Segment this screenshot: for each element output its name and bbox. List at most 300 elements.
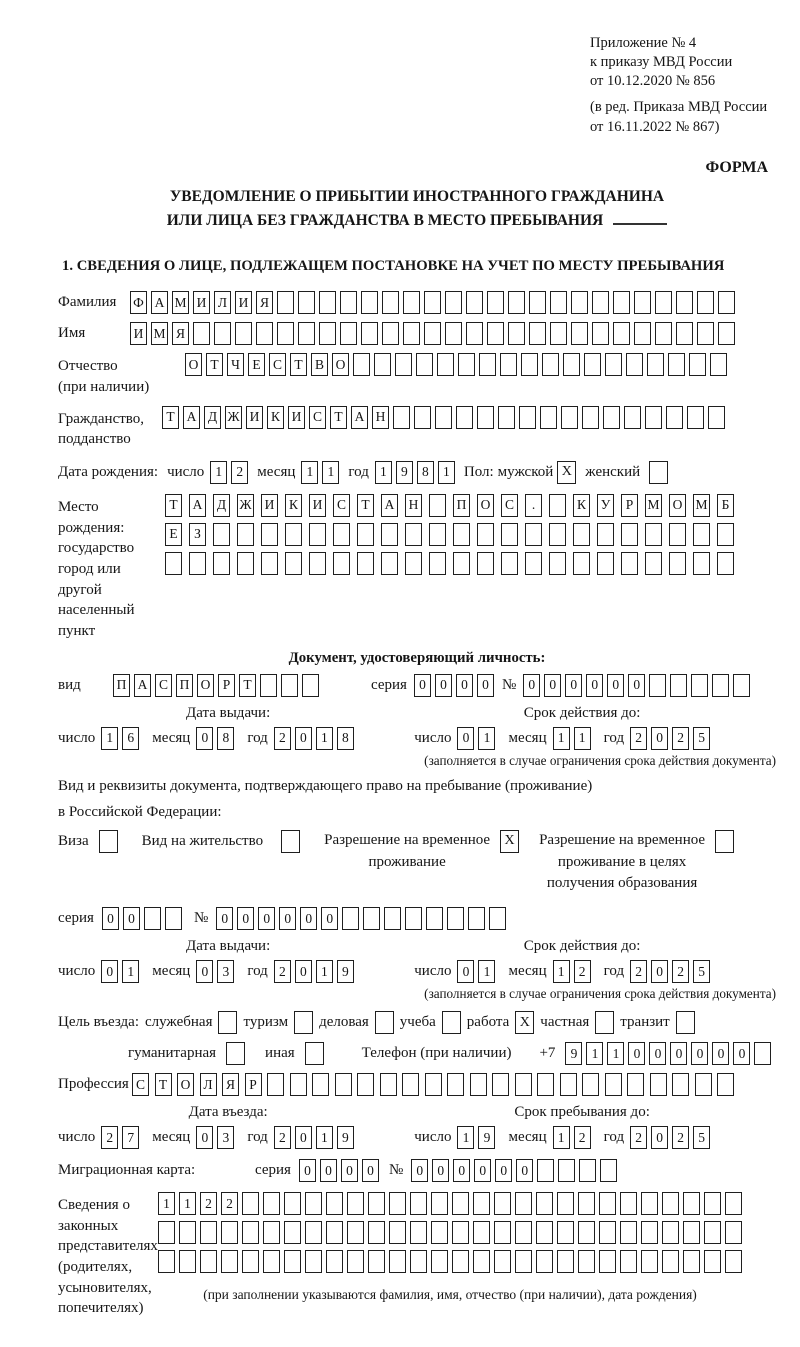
char-cell[interactable]: Т (290, 353, 307, 376)
char-cell[interactable] (695, 1073, 712, 1096)
char-cell[interactable]: 0 (341, 1159, 358, 1182)
char-cell[interactable] (389, 1192, 406, 1215)
char-cell[interactable]: 1 (478, 960, 495, 983)
char-cell[interactable]: И (193, 291, 210, 314)
char-cell[interactable]: М (172, 291, 189, 314)
char-cell[interactable]: 0 (279, 907, 296, 930)
char-cell[interactable] (347, 1221, 364, 1244)
char-cell[interactable] (670, 674, 687, 697)
char-cell[interactable]: 8 (217, 727, 234, 750)
char-cell[interactable]: 0 (691, 1042, 708, 1065)
char-cell[interactable] (693, 523, 710, 546)
char-cell[interactable] (284, 1221, 301, 1244)
char-cell[interactable] (536, 1221, 553, 1244)
char-cell[interactable] (529, 291, 546, 314)
char-cell[interactable] (261, 523, 278, 546)
char-cell[interactable] (290, 1073, 307, 1096)
char-cell[interactable]: А (134, 674, 151, 697)
char-cell[interactable]: 1 (478, 727, 495, 750)
char-cell[interactable]: 0 (216, 907, 233, 930)
char-cell[interactable] (672, 1073, 689, 1096)
char-cell[interactable] (558, 1159, 575, 1182)
char-cell[interactable]: О (477, 494, 494, 517)
char-cell[interactable] (382, 322, 399, 345)
char-cell[interactable] (536, 1192, 553, 1215)
char-cell[interactable] (410, 1250, 427, 1273)
char-cell[interactable] (573, 523, 590, 546)
char-cell[interactable] (382, 291, 399, 314)
char-cell[interactable] (237, 552, 254, 575)
char-cell[interactable] (668, 353, 685, 376)
char-cell[interactable]: 0 (320, 1159, 337, 1182)
char-cell[interactable] (466, 322, 483, 345)
char-cell[interactable] (435, 406, 452, 429)
char-cell[interactable]: 5 (693, 727, 710, 750)
char-cell[interactable] (189, 552, 206, 575)
char-cell[interactable] (267, 1073, 284, 1096)
char-cell[interactable]: 0 (196, 727, 213, 750)
char-cell[interactable]: 9 (337, 1126, 354, 1149)
char-cell[interactable] (641, 1221, 658, 1244)
char-cell[interactable] (613, 291, 630, 314)
char-cell[interactable] (326, 1221, 343, 1244)
char-cell[interactable]: 2 (274, 1126, 291, 1149)
rvp-edu-checkbox[interactable] (715, 830, 734, 853)
char-cell[interactable]: 1 (586, 1042, 603, 1065)
char-cell[interactable] (697, 291, 714, 314)
char-cell[interactable] (429, 552, 446, 575)
char-cell[interactable]: К (573, 494, 590, 517)
char-cell[interactable] (666, 406, 683, 429)
char-cell[interactable] (621, 523, 638, 546)
char-cell[interactable] (662, 1192, 679, 1215)
char-cell[interactable]: 2 (200, 1192, 217, 1215)
char-cell[interactable] (634, 291, 651, 314)
char-cell[interactable]: 0 (670, 1042, 687, 1065)
char-cell[interactable]: С (155, 674, 172, 697)
char-cell[interactable] (494, 1192, 511, 1215)
char-cell[interactable] (605, 1073, 622, 1096)
char-cell[interactable] (676, 291, 693, 314)
char-cell[interactable] (549, 552, 566, 575)
char-cell[interactable] (515, 1192, 532, 1215)
char-cell[interactable] (634, 322, 651, 345)
char-cell[interactable]: И (246, 406, 263, 429)
char-cell[interactable] (501, 523, 518, 546)
char-cell[interactable] (368, 1192, 385, 1215)
char-cell[interactable] (368, 1250, 385, 1273)
char-cell[interactable] (477, 552, 494, 575)
char-cell[interactable] (261, 552, 278, 575)
char-cell[interactable]: Е (248, 353, 265, 376)
char-cell[interactable]: 0 (651, 960, 668, 983)
char-cell[interactable] (549, 523, 566, 546)
char-cell[interactable]: Т (155, 1073, 172, 1096)
char-cell[interactable] (256, 322, 273, 345)
char-cell[interactable] (214, 322, 231, 345)
char-cell[interactable]: 0 (123, 907, 140, 930)
char-cell[interactable]: 1 (316, 727, 333, 750)
char-cell[interactable] (550, 322, 567, 345)
char-cell[interactable]: 0 (453, 1159, 470, 1182)
char-cell[interactable] (347, 1192, 364, 1215)
char-cell[interactable] (571, 291, 588, 314)
char-cell[interactable]: И (235, 291, 252, 314)
char-cell[interactable] (221, 1221, 238, 1244)
char-cell[interactable] (340, 291, 357, 314)
char-cell[interactable] (687, 406, 704, 429)
char-cell[interactable]: 1 (122, 960, 139, 983)
char-cell[interactable] (466, 291, 483, 314)
char-cell[interactable]: 5 (693, 1126, 710, 1149)
char-cell[interactable]: Л (200, 1073, 217, 1096)
char-cell[interactable]: Ф (130, 291, 147, 314)
rvp-checkbox[interactable]: X (500, 830, 519, 853)
char-cell[interactable] (263, 1250, 280, 1273)
char-cell[interactable] (754, 1042, 771, 1065)
char-cell[interactable] (333, 523, 350, 546)
char-cell[interactable]: 7 (122, 1126, 139, 1149)
char-cell[interactable] (571, 322, 588, 345)
char-cell[interactable]: С (269, 353, 286, 376)
char-cell[interactable]: 1 (553, 960, 570, 983)
char-cell[interactable]: И (288, 406, 305, 429)
char-cell[interactable] (645, 523, 662, 546)
char-cell[interactable] (560, 1073, 577, 1096)
char-cell[interactable] (655, 291, 672, 314)
char-cell[interactable]: 0 (456, 674, 473, 697)
char-cell[interactable] (260, 674, 277, 697)
char-cell[interactable] (683, 1221, 700, 1244)
char-cell[interactable]: О (177, 1073, 194, 1096)
char-cell[interactable] (473, 1250, 490, 1273)
char-cell[interactable] (277, 322, 294, 345)
char-cell[interactable] (557, 1250, 574, 1273)
char-cell[interactable] (676, 322, 693, 345)
char-cell[interactable] (298, 322, 315, 345)
char-cell[interactable]: 5 (693, 960, 710, 983)
char-cell[interactable] (597, 552, 614, 575)
char-cell[interactable] (453, 523, 470, 546)
char-cell[interactable] (655, 322, 672, 345)
char-cell[interactable]: 3 (217, 1126, 234, 1149)
char-cell[interactable] (393, 406, 410, 429)
char-cell[interactable] (326, 1250, 343, 1273)
char-cell[interactable] (620, 1221, 637, 1244)
female-checkbox[interactable] (649, 461, 668, 484)
char-cell[interactable] (620, 1192, 637, 1215)
char-cell[interactable] (683, 1192, 700, 1215)
char-cell[interactable]: Я (222, 1073, 239, 1096)
char-cell[interactable]: 2 (630, 1126, 647, 1149)
char-cell[interactable]: 1 (101, 727, 118, 750)
char-cell[interactable] (395, 353, 412, 376)
char-cell[interactable]: М (693, 494, 710, 517)
char-cell[interactable]: 0 (565, 674, 582, 697)
char-cell[interactable] (405, 907, 422, 930)
char-cell[interactable]: 2 (672, 1126, 689, 1149)
char-cell[interactable] (540, 406, 557, 429)
char-cell[interactable] (470, 1073, 487, 1096)
char-cell[interactable]: О (669, 494, 686, 517)
char-cell[interactable] (473, 1192, 490, 1215)
char-cell[interactable]: Н (405, 494, 422, 517)
char-cell[interactable]: 0 (516, 1159, 533, 1182)
char-cell[interactable]: 0 (544, 674, 561, 697)
char-cell[interactable]: 1 (322, 461, 339, 484)
char-cell[interactable] (342, 907, 359, 930)
char-cell[interactable] (487, 291, 504, 314)
char-cell[interactable] (582, 1073, 599, 1096)
char-cell[interactable] (549, 494, 566, 517)
char-cell[interactable] (573, 552, 590, 575)
char-cell[interactable] (242, 1221, 259, 1244)
visa-checkbox[interactable] (99, 830, 118, 853)
char-cell[interactable]: В (311, 353, 328, 376)
char-cell[interactable] (733, 674, 750, 697)
char-cell[interactable]: Т (357, 494, 374, 517)
char-cell[interactable] (424, 291, 441, 314)
char-cell[interactable] (429, 523, 446, 546)
char-cell[interactable]: Н (372, 406, 389, 429)
char-cell[interactable] (426, 907, 443, 930)
char-cell[interactable] (473, 1221, 490, 1244)
char-cell[interactable] (200, 1250, 217, 1273)
char-cell[interactable]: 0 (651, 1126, 668, 1149)
char-cell[interactable] (592, 291, 609, 314)
char-cell[interactable] (725, 1221, 742, 1244)
char-cell[interactable] (557, 1221, 574, 1244)
char-cell[interactable] (662, 1250, 679, 1273)
char-cell[interactable] (578, 1250, 595, 1273)
char-cell[interactable] (368, 1221, 385, 1244)
char-cell[interactable]: С (132, 1073, 149, 1096)
char-cell[interactable]: 1 (438, 461, 455, 484)
char-cell[interactable] (389, 1250, 406, 1273)
char-cell[interactable] (525, 523, 542, 546)
char-cell[interactable]: 2 (574, 960, 591, 983)
char-cell[interactable] (452, 1221, 469, 1244)
char-cell[interactable]: 1 (574, 727, 591, 750)
char-cell[interactable]: 0 (321, 907, 338, 930)
purpose-rabota-checkbox[interactable]: X (515, 1011, 534, 1034)
char-cell[interactable]: 0 (432, 1159, 449, 1182)
char-cell[interactable]: И (130, 322, 147, 345)
char-cell[interactable]: 3 (217, 960, 234, 983)
char-cell[interactable] (515, 1073, 532, 1096)
char-cell[interactable] (429, 494, 446, 517)
char-cell[interactable]: 0 (295, 1126, 312, 1149)
char-cell[interactable] (582, 406, 599, 429)
char-cell[interactable] (683, 1250, 700, 1273)
char-cell[interactable] (353, 353, 370, 376)
char-cell[interactable] (669, 552, 686, 575)
char-cell[interactable] (431, 1250, 448, 1273)
char-cell[interactable] (158, 1221, 175, 1244)
char-cell[interactable]: 6 (122, 727, 139, 750)
char-cell[interactable]: 1 (316, 1126, 333, 1149)
char-cell[interactable] (340, 322, 357, 345)
char-cell[interactable]: 0 (435, 674, 452, 697)
char-cell[interactable] (285, 523, 302, 546)
char-cell[interactable] (468, 907, 485, 930)
char-cell[interactable]: Д (213, 494, 230, 517)
char-cell[interactable]: 2 (672, 960, 689, 983)
char-cell[interactable]: 0 (651, 727, 668, 750)
purpose-delovaya-checkbox[interactable] (375, 1011, 394, 1034)
purpose-tranzit-checkbox[interactable] (676, 1011, 695, 1034)
char-cell[interactable] (309, 523, 326, 546)
char-cell[interactable] (624, 406, 641, 429)
char-cell[interactable]: Я (172, 322, 189, 345)
char-cell[interactable] (613, 322, 630, 345)
char-cell[interactable]: 2 (274, 727, 291, 750)
char-cell[interactable] (416, 353, 433, 376)
char-cell[interactable] (529, 322, 546, 345)
char-cell[interactable]: 2 (630, 960, 647, 983)
char-cell[interactable] (380, 1073, 397, 1096)
char-cell[interactable]: У (597, 494, 614, 517)
char-cell[interactable] (579, 1159, 596, 1182)
char-cell[interactable] (550, 291, 567, 314)
char-cell[interactable] (333, 552, 350, 575)
char-cell[interactable]: 0 (733, 1042, 750, 1065)
char-cell[interactable] (620, 1250, 637, 1273)
char-cell[interactable] (414, 406, 431, 429)
char-cell[interactable] (263, 1221, 280, 1244)
char-cell[interactable] (237, 523, 254, 546)
char-cell[interactable] (627, 1073, 644, 1096)
char-cell[interactable] (650, 1073, 667, 1096)
char-cell[interactable] (405, 523, 422, 546)
char-cell[interactable] (717, 523, 734, 546)
purpose-inaya-checkbox[interactable] (305, 1042, 324, 1065)
char-cell[interactable] (626, 353, 643, 376)
char-cell[interactable]: 0 (607, 674, 624, 697)
char-cell[interactable]: 0 (628, 674, 645, 697)
char-cell[interactable]: 2 (630, 727, 647, 750)
char-cell[interactable]: 0 (414, 674, 431, 697)
char-cell[interactable] (494, 1221, 511, 1244)
char-cell[interactable] (319, 291, 336, 314)
char-cell[interactable] (179, 1250, 196, 1273)
char-cell[interactable] (165, 907, 182, 930)
char-cell[interactable] (710, 353, 727, 376)
char-cell[interactable] (319, 322, 336, 345)
char-cell[interactable] (697, 322, 714, 345)
char-cell[interactable]: 9 (478, 1126, 495, 1149)
char-cell[interactable] (641, 1192, 658, 1215)
char-cell[interactable] (374, 353, 391, 376)
char-cell[interactable]: З (189, 523, 206, 546)
char-cell[interactable]: 0 (712, 1042, 729, 1065)
char-cell[interactable] (447, 1073, 464, 1096)
char-cell[interactable] (725, 1192, 742, 1215)
char-cell[interactable] (537, 1159, 554, 1182)
char-cell[interactable] (487, 322, 504, 345)
char-cell[interactable] (357, 1073, 374, 1096)
char-cell[interactable] (592, 322, 609, 345)
char-cell[interactable]: О (197, 674, 214, 697)
char-cell[interactable] (445, 322, 462, 345)
char-cell[interactable]: Т (162, 406, 179, 429)
char-cell[interactable] (645, 552, 662, 575)
char-cell[interactable]: П (453, 494, 470, 517)
char-cell[interactable]: 1 (553, 1126, 570, 1149)
char-cell[interactable] (508, 291, 525, 314)
char-cell[interactable] (712, 674, 729, 697)
char-cell[interactable]: Р (218, 674, 235, 697)
char-cell[interactable]: Е (165, 523, 182, 546)
char-cell[interactable]: М (151, 322, 168, 345)
char-cell[interactable] (437, 353, 454, 376)
char-cell[interactable] (452, 1192, 469, 1215)
char-cell[interactable] (158, 1250, 175, 1273)
char-cell[interactable] (489, 907, 506, 930)
char-cell[interactable] (453, 552, 470, 575)
char-cell[interactable] (600, 1159, 617, 1182)
char-cell[interactable] (179, 1221, 196, 1244)
char-cell[interactable] (302, 674, 319, 697)
char-cell[interactable] (519, 406, 536, 429)
char-cell[interactable]: 0 (299, 1159, 316, 1182)
char-cell[interactable] (561, 406, 578, 429)
char-cell[interactable] (693, 552, 710, 575)
char-cell[interactable] (200, 1221, 217, 1244)
purpose-sluzhebnaya-checkbox[interactable] (218, 1011, 237, 1034)
char-cell[interactable]: Б (717, 494, 734, 517)
char-cell[interactable] (599, 1221, 616, 1244)
char-cell[interactable] (584, 353, 601, 376)
char-cell[interactable]: 0 (523, 674, 540, 697)
char-cell[interactable] (603, 406, 620, 429)
char-cell[interactable]: Д (204, 406, 221, 429)
char-cell[interactable] (645, 406, 662, 429)
char-cell[interactable] (662, 1221, 679, 1244)
purpose-gumanitarnaya-checkbox[interactable] (226, 1042, 245, 1065)
char-cell[interactable] (557, 1192, 574, 1215)
char-cell[interactable] (410, 1192, 427, 1215)
char-cell[interactable] (431, 1192, 448, 1215)
char-cell[interactable]: К (267, 406, 284, 429)
char-cell[interactable]: 2 (672, 727, 689, 750)
char-cell[interactable]: 0 (649, 1042, 666, 1065)
char-cell[interactable] (537, 1073, 554, 1096)
char-cell[interactable] (649, 674, 666, 697)
char-cell[interactable]: 0 (237, 907, 254, 930)
char-cell[interactable] (718, 291, 735, 314)
char-cell[interactable]: 1 (553, 727, 570, 750)
char-cell[interactable] (213, 552, 230, 575)
char-cell[interactable]: 0 (477, 674, 494, 697)
char-cell[interactable] (357, 523, 374, 546)
char-cell[interactable] (725, 1250, 742, 1273)
char-cell[interactable]: 1 (457, 1126, 474, 1149)
char-cell[interactable]: Т (165, 494, 182, 517)
char-cell[interactable] (669, 523, 686, 546)
char-cell[interactable] (563, 353, 580, 376)
char-cell[interactable] (605, 353, 622, 376)
char-cell[interactable]: Т (330, 406, 347, 429)
char-cell[interactable] (235, 322, 252, 345)
char-cell[interactable] (641, 1250, 658, 1273)
char-cell[interactable] (597, 523, 614, 546)
purpose-turizm-checkbox[interactable] (294, 1011, 313, 1034)
char-cell[interactable]: 1 (316, 960, 333, 983)
char-cell[interactable]: О (185, 353, 202, 376)
char-cell[interactable]: Р (621, 494, 638, 517)
char-cell[interactable]: С (501, 494, 518, 517)
